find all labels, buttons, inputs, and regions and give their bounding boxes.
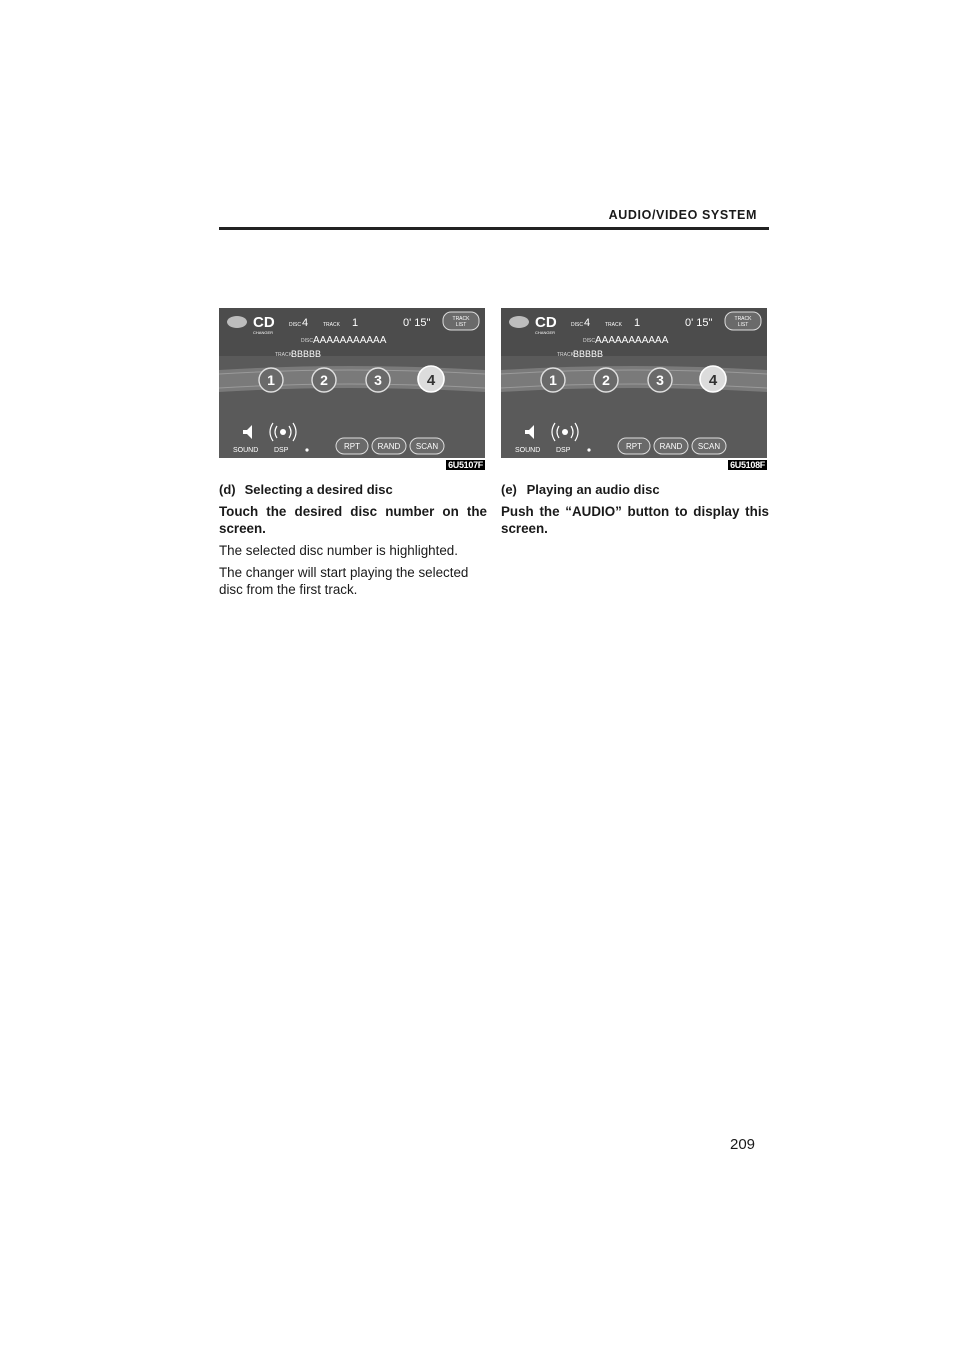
disc-button-4-selected[interactable]: [418, 366, 444, 392]
rand-button[interactable]: [372, 438, 406, 454]
rand-label: RAND: [377, 442, 401, 451]
dsp-waves-icon: [562, 429, 568, 435]
rand-label: RAND: [659, 442, 683, 451]
disc-title-label: DISC: [583, 338, 595, 344]
cd-mode-label: CD: [535, 314, 557, 331]
step-label: (d): [219, 482, 236, 497]
scan-button[interactable]: [692, 438, 726, 454]
rpt-button[interactable]: [336, 438, 368, 454]
cd-screen-figure-2: [501, 308, 767, 458]
instruction-text: Touch the desired disc number on the screen.: [219, 504, 487, 536]
disc-number-value: 4: [302, 317, 309, 329]
header-title: AUDIO/VIDEO SYSTEM: [608, 208, 757, 222]
disc-button-1[interactable]: [541, 368, 565, 392]
disc-button-label: 4: [708, 372, 718, 389]
instruction-text: Push the “AUDIO” button to display this screen.: [501, 504, 769, 536]
track-title: BBBBB: [291, 349, 322, 359]
track-title-label: TRACK: [275, 352, 292, 358]
disc-title: AAAAAAAAAAA: [595, 335, 669, 346]
elapsed-time: 0' 15": [403, 317, 431, 329]
left-column: [219, 308, 487, 598]
disc-number-label: DISC: [571, 322, 583, 328]
scan-button[interactable]: [410, 438, 444, 454]
disc-button-2[interactable]: [312, 368, 336, 392]
track-title-label: TRACK: [557, 352, 574, 358]
disc-button-label: 1: [267, 372, 275, 388]
disc-button-2[interactable]: [594, 368, 618, 392]
disc-number-label: DISC: [289, 322, 301, 328]
dsp-label: DSP: [556, 447, 571, 454]
scan-label: SCAN: [415, 442, 439, 451]
disc-title-label: DISC: [301, 338, 313, 344]
disc-button-label: 3: [656, 372, 664, 388]
header-rule: [219, 227, 769, 230]
dsp-waves-icon: [280, 429, 286, 435]
rpt-label: RPT: [626, 442, 642, 451]
indicator-dot-icon: [587, 448, 590, 451]
figure-code: 6U5107F: [448, 460, 483, 470]
rpt-label: RPT: [344, 442, 360, 451]
track-list-button[interactable]: [725, 312, 761, 330]
sound-label: SOUND: [233, 447, 259, 454]
rpt-button[interactable]: [618, 438, 650, 454]
disc-button-1[interactable]: [259, 368, 283, 392]
indicator-dot-icon: [305, 448, 308, 451]
elapsed-time: 0' 15": [685, 317, 713, 329]
cd-mode-label: CD: [253, 314, 275, 331]
figure-code: 6U5108F: [730, 460, 765, 470]
step-heading-e: [501, 481, 769, 498]
track-title: BBBBB: [573, 349, 604, 359]
track-number-value: 1: [634, 317, 641, 329]
track-list-label-2: LIST: [737, 322, 749, 328]
body-paragraph-2: The changer will start playing the selected disc from the first track.: [219, 565, 469, 597]
scan-label: SCAN: [697, 442, 721, 451]
cd-mode-sub-label: CHANGER: [253, 330, 274, 335]
cd-disc-icon: [509, 316, 529, 328]
cd-disc-icon: [227, 316, 247, 328]
disc-title: AAAAAAAAAAA: [313, 335, 387, 346]
step-title: Selecting a desired disc: [244, 482, 393, 497]
page-number: 209: [730, 1136, 756, 1153]
right-column: [501, 308, 769, 537]
step-heading-d: [219, 481, 487, 498]
disc-button-4-selected[interactable]: [700, 366, 726, 392]
rand-button[interactable]: [654, 438, 688, 454]
disc-button-label: 1: [549, 372, 557, 388]
sound-label: SOUND: [515, 447, 541, 454]
disc-button-label: 3: [374, 372, 382, 388]
track-list-label-1: TRACK: [734, 316, 752, 322]
disc-button-3[interactable]: [648, 368, 672, 392]
step-label: (e): [501, 482, 517, 497]
track-list-label-1: TRACK: [452, 316, 470, 322]
disc-number-value: 4: [584, 317, 591, 329]
disc-button-label: 2: [602, 372, 610, 388]
disc-button-label: 2: [320, 372, 328, 388]
dsp-label: DSP: [274, 447, 289, 454]
body-paragraph-1: The selected disc number is highlighted.: [219, 543, 458, 558]
track-list-button[interactable]: [443, 312, 479, 330]
disc-button-3[interactable]: [366, 368, 390, 392]
cd-mode-sub-label: CHANGER: [535, 330, 556, 335]
track-number-label: TRACK: [605, 322, 622, 328]
step-title: Playing an audio disc: [526, 482, 660, 497]
disc-button-label: 4: [426, 372, 436, 389]
track-number-label: TRACK: [323, 322, 340, 328]
track-number-value: 1: [352, 317, 359, 329]
track-list-label-2: LIST: [455, 322, 467, 328]
cd-screen-figure-1: [219, 308, 485, 458]
